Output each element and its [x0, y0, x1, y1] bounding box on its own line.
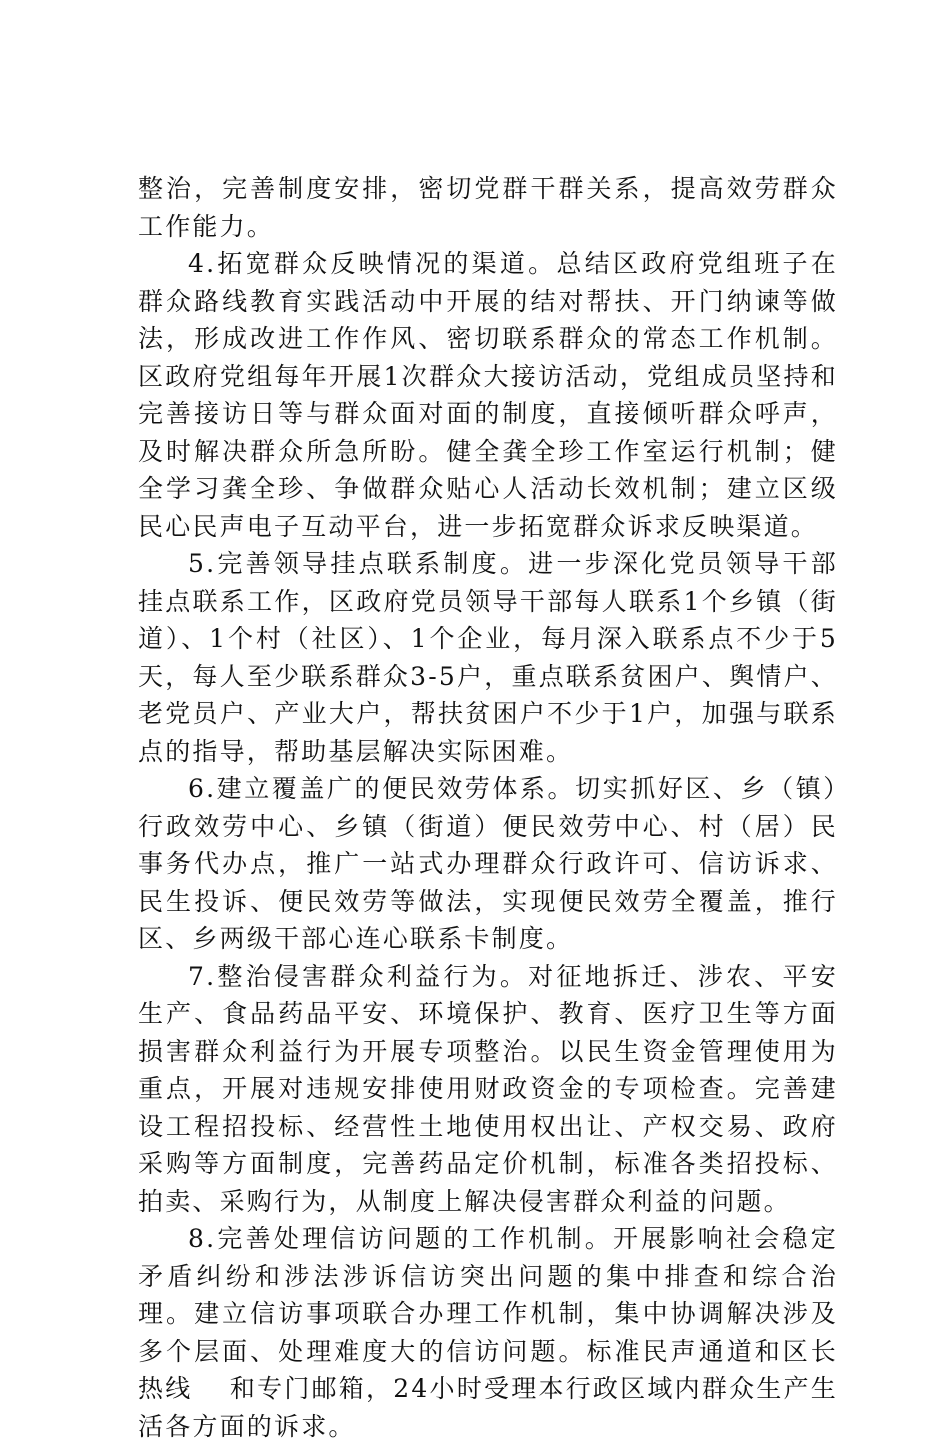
- paragraph-continuation: 整治，完善制度安排，密切党群干群关系，提高效劳群众工作能力。: [138, 174, 838, 241]
- paragraph-item-7: 7.整治侵害群众利益行为。对征地拆迁、涉农、平安生产、食品药品平安、环境保护、教育、医疗卫生等方面损害群众利益行为开展专项整治。以民生资金管理使用为重点，开展对违规安排使用财政资金的专项检查。完善建设工程招投标、经营性土地使用权出让、产权交易、政府采购等方面制度，完善药品定价机制，标准各类招投标、拍卖、采购行为，从制度上解决侵害群众利益的问题。: [138, 961, 838, 1216]
- paragraph-item-8: 8.完善处理信访问题的工作机制。开展影响社会稳定矛盾纠纷和涉法涉诉信访突出问题的集中排查和综合治理。建立信访事项联合办理工作机制，集中协调解决涉及多个层面、处理难度大的信访问题。标准民声通道和区长热线 和专门邮箱，24小时受理本行政区域内群众生产生活各方面的诉求。: [138, 1224, 838, 1441]
- document-body: [138, 170, 838, 1445]
- paragraph-item-6: 6.建立覆盖广的便民效劳体系。切实抓好区、乡（镇）行政效劳中心、乡镇（街道）便民效劳中心、村（居）民事务代办点，推广一站式办理群众行政许可、信访诉求、民生投诉、便民效劳等做法，实现便民效劳全覆盖，推行区、乡两级干部心连心联系卡制度。: [138, 774, 838, 953]
- paragraph-item-4: 4.拓宽群众反映情况的渠道。总结区政府党组班子在群众路线教育实践活动中开展的结对帮扶、开门纳谏等做法，形成改进工作作风、密切联系群众的常态工作机制。区政府党组每年开展1次群众大接访活动，党组成员坚持和完善接访日等与群众面对面的制度，直接倾听群众呼声，及时解决群众所急所盼。健全龚全珍工作室运行机制；健全学习龚全珍、争做群众贴心人活动长效机制；建立区级民心民声电子互动平台，进一步拓宽群众诉求反映渠道。: [138, 249, 838, 541]
- paragraph-item-5: 5.完善领导挂点联系制度。进一步深化党员领导干部挂点联系工作，区政府党员领导干部每人联系1个乡镇（街道）、1个村（社区）、1个企业，每月深入联系点不少于5天，每人至少联系群众3-5户，重点联系贫困户、舆情户、老党员户、产业大户，帮扶贫困户不少于1户，加强与联系点的指导，帮助基层解决实际困难。: [138, 549, 838, 766]
